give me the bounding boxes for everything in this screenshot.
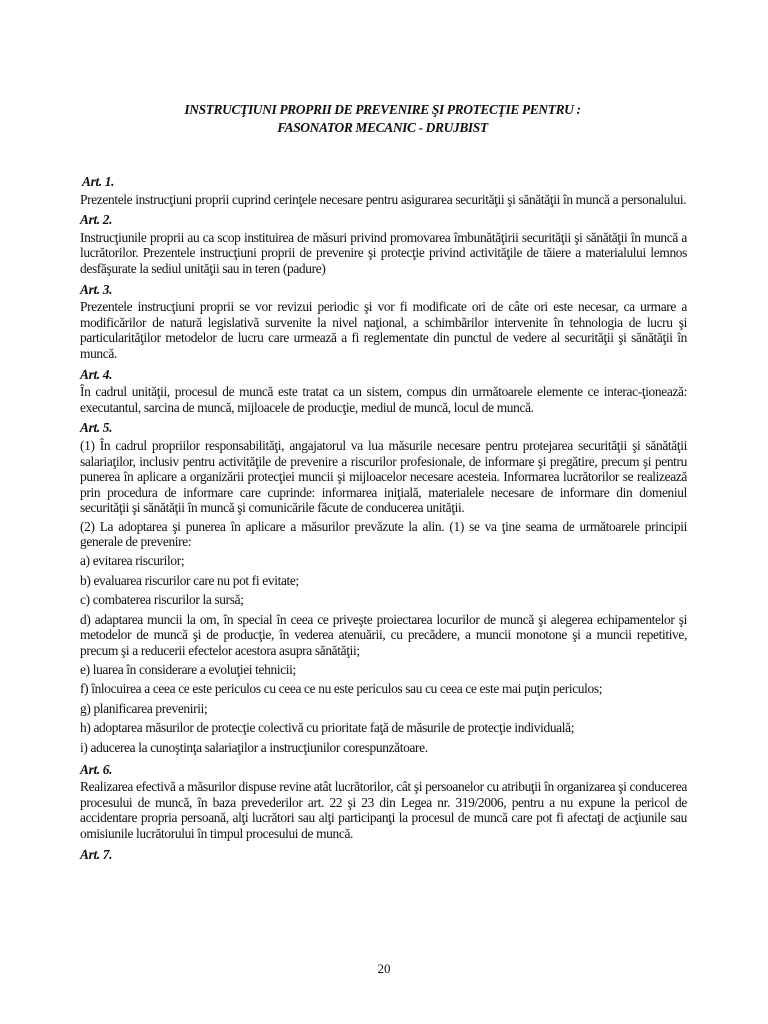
- article-paragraph: În cadrul unităţii, procesul de muncă este tratat ca un sistem, compus din următoarele elemente ce interac-ţionează: executantul, sarcina de muncă, mijloacele de producţie, mediul de muncă, locul de muncă.: [80, 384, 687, 415]
- article-paragraph: Instrucţiunile proprii au ca scop instituirea de măsuri privind promovarea îmbunătăţirii securităţii şi sănătăţii în muncă a lucrătorilor. Prezentele instrucţiuni proprii de prevenire şi protecţie privind activităţile de tăiere a materialului lemnos desfăşurate la sediul unităţii sau in teren (padure): [80, 229, 687, 276]
- article-paragraph: Realizarea efectivă a măsurilor dispuse revine atât lucrătorilor, cât şi persoanelor cu atribuţii în organizarea şi conducerea procesului de muncă, în baza prevederilor art. 22 şi 23 din Legea nr. 319/2006, pentru a nu expune la pericol de accidentare propria persoană, alţi lucrători sau alţi participanţi la procesul de muncă care pot fi afectaţi de acţiunile sau omisiunile lucrătorului în timpul procesului de muncă.: [80, 779, 687, 841]
- article-paragraph: Prezentele instrucţiuni proprii se vor revizui periodic şi vor fi modificate ori de câte ori este necesar, ca urmare a modificărilor de natură legislativă survenite la nivel naţional, a schimbărilor intervenite în tehnologia de lucru şi particularităţilor metodelor de lucru care urmează a fi reglementate din punctul de vedere al securităţii şi sănătăţii în muncă.: [80, 299, 687, 361]
- document-body: [80, 172, 687, 864]
- article-heading: Art. 4.: [80, 366, 113, 382]
- article-paragraph: (1) În cadrul propriilor responsabilităţi, angajatorul va lua măsurile necesare pentru protejarea securităţii şi sănătăţii salariaţilor, inclusiv pentru activităţile de prevenire a riscurilor profesionale, de informare şi pregătire, precum şi pentru punerea în aplicare a organizării protecţiei muncii şi mijloacelor necesare acesteia. Informarea lucrătorilor se realizează prin procedura de informare care cuprinde: informarea iniţială, materialele necesare de informare din domeniul securităţii şi sănătăţii în muncă şi comunicările făcute de conducerea unităţii.: [80, 437, 687, 516]
- article-paragraph: (2) La adoptarea şi punerea în aplicare a măsurilor prevăzute la alin. (1) se va ţine seama de următoarele principii generale de prevenire:: [80, 518, 687, 550]
- list-item: h) adoptarea măsurilor de protecţie colectivă cu prioritate faţă de măsurile de protecţie individuală;: [80, 720, 575, 736]
- list-item: e) luarea în considerare a evoluţiei tehnicii;: [80, 661, 296, 677]
- list-item: d) adaptarea muncii la om, în special în ceea ce priveşte proiectarea locurilor de muncă şi alegerea echipamentelor şi metodelor de muncă şi de producţie, în vederea atenuării, cu precădere, a muncii monotone şi a muncii repetitive, precum şi a reducerii efectelor acestora asupra sănătăţii;: [80, 611, 687, 659]
- article-heading: Art. 1.: [82, 174, 115, 189]
- list-item: i) aducerea la cunoştinţa salariaţilor a instrucţiunilor corespunzătoare.: [80, 740, 428, 755]
- article-paragraph: Prezentele instrucţiuni proprii cuprind cerinţele necesare pentru asigurarea securităţii şi sănătăţii în muncă a personalului.: [80, 191, 687, 207]
- title-line-1: INSTRUCŢIUNI PROPRII DE PREVENIRE ŞI PROTECŢIE PENTRU :: [184, 102, 581, 117]
- list-item: g) planificarea prevenirii;: [80, 700, 208, 716]
- list-item: a) evitarea riscurilor;: [80, 553, 185, 569]
- list-item: b) evaluarea riscurilor care nu pot fi evitate;: [80, 572, 299, 588]
- list-item: c) combaterea riscurilor la sursă;: [80, 592, 244, 608]
- article-heading: Art. 7.: [80, 846, 113, 862]
- list-item: f) înlocuirea a ceea ce este periculos cu ceea ce nu este periculos sau cu ceea ce este mai puţin periculos;: [80, 681, 603, 697]
- title-line-2: FASONATOR MECANIC - DRUJBIST: [277, 120, 488, 135]
- document-title: [80, 101, 685, 137]
- page-number: 20: [377, 961, 391, 976]
- article-heading: Art. 6.: [80, 761, 113, 777]
- article-heading: Art. 3.: [80, 281, 113, 297]
- article-heading: Art. 2.: [80, 212, 113, 228]
- article-heading: Art. 5.: [80, 420, 113, 436]
